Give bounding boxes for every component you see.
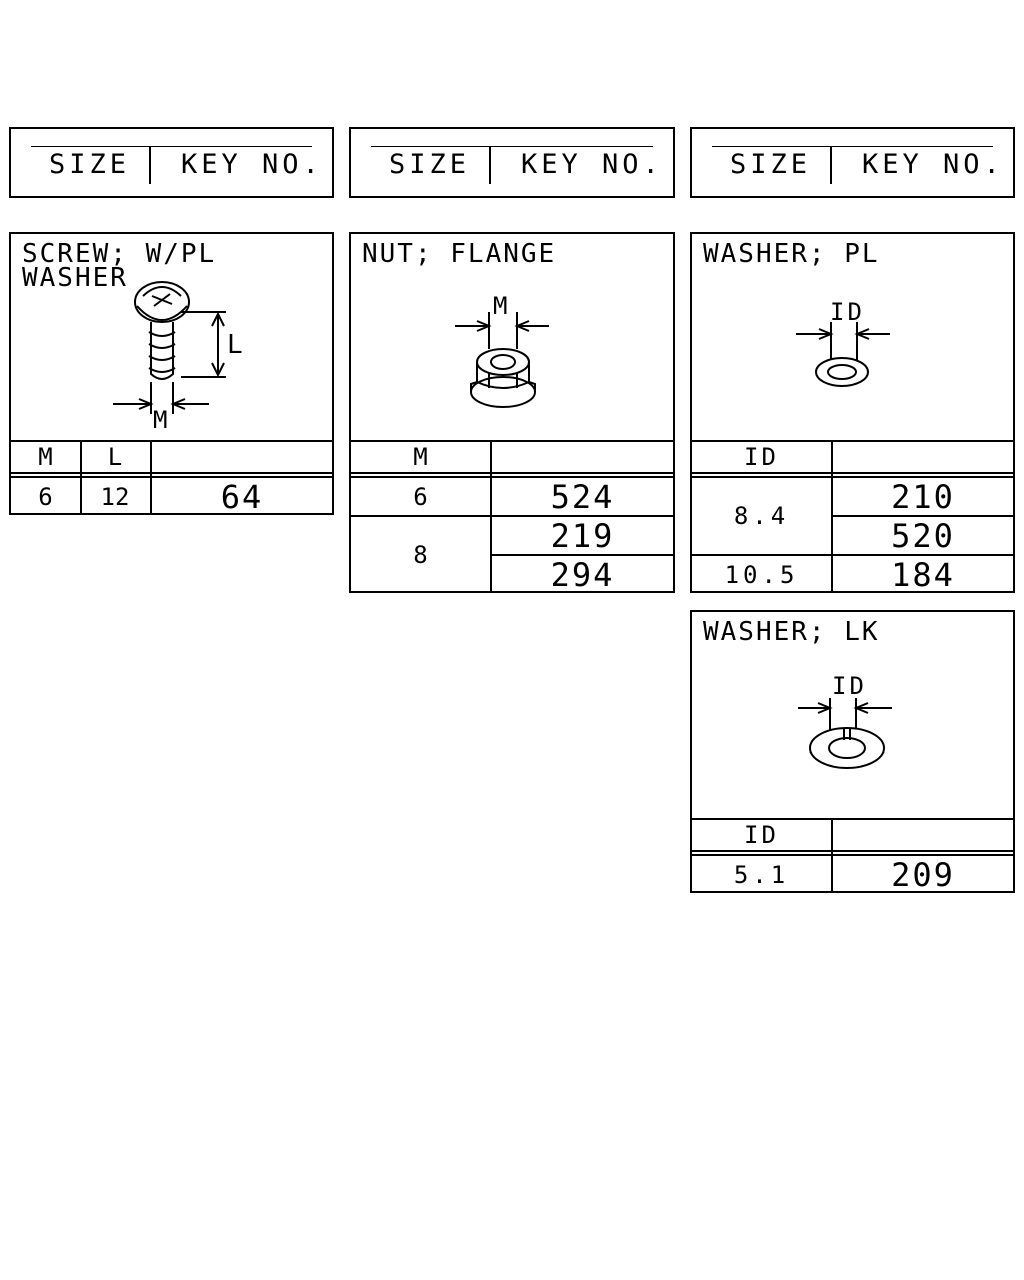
table-cell-key: 184 [891,555,955,594]
table-cell-key: 524 [550,477,615,516]
nut-title: NUT; FLANGE [362,239,557,269]
header-divider [830,146,832,184]
nut-panel [349,232,675,593]
key-no-header: KEY NO. [862,149,1004,180]
header-divider [489,146,491,184]
header-rule [371,146,653,147]
washer-pl-dim-id-label: ID [830,298,865,326]
screw-dim-l-label: L [227,330,243,360]
washer-pl-title: WASHER; PL [703,239,880,269]
table-cell-key: 520 [891,516,955,555]
table-cell-id: 10.5 [724,560,799,589]
header-rule [712,146,993,147]
size-header: SIZE [730,149,812,180]
table-cell-m: 6 [38,482,53,511]
plain-washer-illustration [692,234,1017,444]
table-cell-key: 210 [891,477,955,516]
col-l-header: L [107,443,123,471]
nut-dim-m-label: M [493,292,508,320]
size-header: SIZE [389,149,471,180]
header-divider [149,146,151,184]
washer-lk-title: WASHER; LK [703,617,880,647]
header-box-2 [349,127,675,198]
flange-nut-illustration [351,234,677,444]
screw-title-line1: SCREW; W/PL [22,239,217,269]
screw-illustration [11,234,336,444]
table-cell-l: 12 [100,482,130,511]
table-cell-id: 8.4 [733,502,790,530]
header-box-3 [690,127,1015,198]
screw-dim-m-label: M [153,406,168,434]
col-id-header: ID [744,821,779,849]
table-cell-id: 5.1 [733,860,790,889]
screw-panel [9,232,334,515]
col-m-header: M [38,443,53,471]
washer-lk-panel [690,610,1015,893]
table-cell-m: 6 [413,482,428,511]
washer-lk-dim-id-label: ID [832,672,867,700]
table-cell-key: 294 [550,555,615,594]
lock-washer-illustration [692,612,1017,822]
table-cell-key: 209 [891,855,955,894]
key-no-header: KEY NO. [521,149,663,180]
washer-pl-panel [690,232,1015,593]
header-box-1 [9,127,334,198]
screw-title-line2: WASHER [22,263,128,293]
size-header: SIZE [49,149,131,180]
key-no-header: KEY NO. [181,149,323,180]
table-cell-key: 64 [220,477,264,516]
table-cell-key: 219 [550,516,615,555]
table-cell-m: 8 [413,541,428,569]
col-m-header: M [413,443,428,471]
col-id-header: ID [744,443,779,471]
header-rule [31,146,312,147]
